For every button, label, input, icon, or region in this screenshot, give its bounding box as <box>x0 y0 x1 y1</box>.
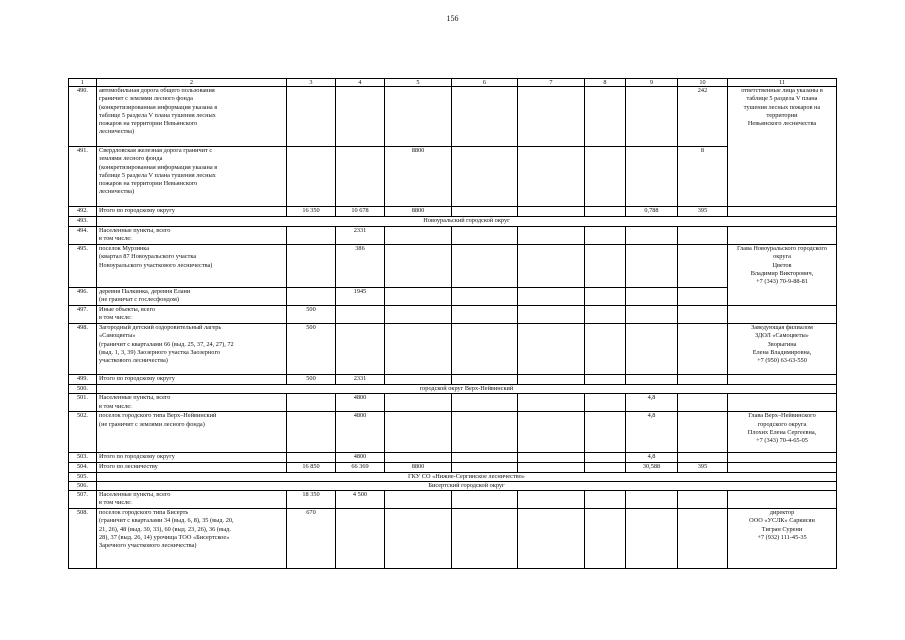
row-description: поселок городского типа Бисерть (граничит с кварталами 34 (выд. 6, 8), 35 (выд. 20, 21, 26), 48 (выд. 30, 33), 60 (выд. 23, 26), 36 (выд. 28), 37 (выд. 26, 14) урочища ТОО «Бисертское» Заречного участкового лесничества) <box>97 509 287 569</box>
cell-col5: 8800 <box>385 463 452 472</box>
cell <box>452 463 518 472</box>
cell <box>518 412 585 453</box>
row-number: 499. <box>69 375 97 385</box>
cell <box>452 509 518 569</box>
cell-col3: 500 <box>287 375 336 385</box>
cell <box>585 324 626 375</box>
cell <box>626 306 678 324</box>
row-description: Итого по городскому округу <box>97 453 287 463</box>
row-number: 491. <box>69 147 97 207</box>
cell-col9: 4,8 <box>626 394 678 412</box>
row-number: 497. <box>69 306 97 324</box>
col-header: 1 <box>69 79 97 87</box>
row-number: 508. <box>69 509 97 569</box>
cell-col10: 242 <box>678 87 728 147</box>
row-number: 500. <box>69 385 97 394</box>
row-number: 494. <box>69 227 97 245</box>
cell <box>336 509 385 569</box>
cell-col4: 66 369 <box>336 463 385 472</box>
cell <box>452 245 518 288</box>
cell <box>678 412 728 453</box>
cell <box>287 453 336 463</box>
cell <box>678 306 728 324</box>
col-header: 7 <box>518 79 585 87</box>
row-number: 493. <box>69 217 97 227</box>
cell <box>626 375 678 385</box>
row-number: 490. <box>69 87 97 147</box>
cell-col9: 4,8 <box>626 412 678 453</box>
table-row <box>69 306 837 324</box>
section-title: Бисертский городской округ <box>97 481 837 490</box>
row-number: 502. <box>69 412 97 453</box>
cell <box>678 375 728 385</box>
row-number: 507. <box>69 491 97 509</box>
cell <box>287 394 336 412</box>
cell <box>385 491 452 509</box>
cell <box>518 491 585 509</box>
cell <box>518 207 585 217</box>
cell-col4: 2331 <box>336 375 385 385</box>
section-row <box>69 472 837 481</box>
cell <box>336 324 385 375</box>
cell <box>518 453 585 463</box>
cell <box>385 245 452 288</box>
col-header: 5 <box>385 79 452 87</box>
table-row <box>69 463 837 472</box>
responsible-person: Заведующая филиалом ЗДОЛ «Самоцветы» Зворыгина Елена Владимировна, +7 (950) 63-63-550 <box>728 324 837 375</box>
cell <box>452 491 518 509</box>
cell-col4: 4800 <box>336 394 385 412</box>
cell <box>385 227 452 245</box>
table-row <box>69 87 837 147</box>
cell-col9: 30,588 <box>626 463 678 472</box>
cell <box>728 306 837 324</box>
table-row <box>69 288 837 306</box>
cell <box>626 509 678 569</box>
col-header: 2 <box>97 79 287 87</box>
row-number: 504. <box>69 463 97 472</box>
row-description: автомобильная дорога общего пользования граничит с землями лесного фонда (конкретизированная информация указана в таблице 5 раздела V плана тушения лесных пожаров на территории Невьянского лесничества) <box>97 87 287 147</box>
col-header: 8 <box>585 79 626 87</box>
cell <box>385 324 452 375</box>
cell <box>518 306 585 324</box>
cell <box>728 394 837 412</box>
row-number: 492. <box>69 207 97 217</box>
row-description: Иные объекты, всего в том числе: <box>97 306 287 324</box>
cell <box>518 288 585 306</box>
cell <box>728 491 837 509</box>
cell <box>585 453 626 463</box>
cell <box>678 245 728 288</box>
cell <box>678 491 728 509</box>
responsible-person: ответственные лица указаны в таблице 5 раздела V плана тушения лесных пожаров на территории Невьянского лесничества <box>728 87 837 207</box>
cell <box>452 375 518 385</box>
cell-col4: 10 678 <box>336 207 385 217</box>
section-title: ГКУ СО «Нижне-Сергинское лесничество» <box>97 472 837 481</box>
section-title: Новоуральский городской округ <box>97 217 837 227</box>
cell <box>385 453 452 463</box>
row-number: 506. <box>69 481 97 490</box>
cell <box>678 288 728 306</box>
cell-col3: 500 <box>287 324 336 375</box>
section-row <box>69 385 837 394</box>
row-description: Населенные пункты, всего в том числе: <box>97 491 287 509</box>
row-number: 505. <box>69 472 97 481</box>
cell <box>585 207 626 217</box>
row-number: 503. <box>69 453 97 463</box>
cell <box>585 394 626 412</box>
row-description: Итого по городскому округу <box>97 375 287 385</box>
cell <box>626 288 678 306</box>
cell <box>385 375 452 385</box>
cell-col3: 18 350 <box>287 491 336 509</box>
cell <box>585 491 626 509</box>
row-description: Загородный детский оздоровительный лагерь «Самоцветы» (граничит с кварталами 66 (выд. 25, 37, 24, 27), 72 (выд. 1, 3, 39) Заозерного участка Заозерного участкового лесничества) <box>97 324 287 375</box>
cell-col10: 8 <box>678 147 728 207</box>
header-row <box>69 79 837 87</box>
cell <box>518 245 585 288</box>
cell-col4: 386 <box>336 245 385 288</box>
table-row <box>69 453 837 463</box>
cell-col4: 1945 <box>336 288 385 306</box>
cell <box>452 306 518 324</box>
table-row <box>69 491 837 509</box>
col-header: 11 <box>728 79 837 87</box>
cell <box>385 288 452 306</box>
cell <box>585 509 626 569</box>
row-number: 498. <box>69 324 97 375</box>
table-row <box>69 227 837 245</box>
cell <box>678 509 728 569</box>
row-number: 496. <box>69 288 97 306</box>
cell-col9: 4,8 <box>626 453 678 463</box>
table-row <box>69 412 837 453</box>
row-description: Свердловская железная дорога граничит с землями лесного фонда (конкретизированная информация указана в таблице 5 раздела V плана тушения лесных пожаров на территории Невьянского лесничества) <box>97 147 287 207</box>
row-description: Населенные пункты, всего в том числе: <box>97 394 287 412</box>
cell <box>385 509 452 569</box>
cell-col9: 0,788 <box>626 207 678 217</box>
cell <box>518 375 585 385</box>
cell <box>452 288 518 306</box>
cell <box>287 227 336 245</box>
cell <box>452 207 518 217</box>
cell-col4: 4 500 <box>336 491 385 509</box>
cell <box>336 306 385 324</box>
cell-col10: 395 <box>678 207 728 217</box>
cell <box>287 245 336 288</box>
cell <box>678 324 728 375</box>
cell <box>678 227 728 245</box>
cell <box>287 288 336 306</box>
table-row <box>69 375 837 385</box>
cell <box>452 394 518 412</box>
section-row <box>69 217 837 227</box>
cell <box>728 207 837 217</box>
cell <box>385 87 452 147</box>
cell <box>287 147 336 207</box>
cell-col4: 4800 <box>336 412 385 453</box>
cell-col3: 16 850 <box>287 463 336 472</box>
page-number: 156 <box>446 14 459 23</box>
row-description: Итого по городскому округу <box>97 207 287 217</box>
cell <box>678 453 728 463</box>
cell <box>336 87 385 147</box>
cell <box>626 324 678 375</box>
cell <box>385 394 452 412</box>
cell <box>585 375 626 385</box>
table-row <box>69 394 837 412</box>
col-header: 9 <box>626 79 678 87</box>
section-title: городской округ Верх-Нейвинский <box>97 385 837 394</box>
cell <box>728 375 837 385</box>
cell-col4: 2331 <box>336 227 385 245</box>
cell <box>585 412 626 453</box>
cell <box>728 227 837 245</box>
cell-col10: 395 <box>678 463 728 472</box>
cell <box>452 412 518 453</box>
responsible-person: Глава Верх–Нейвинского городского округа Плохих Елена Сергеевна, +7 (343) 70-4-65-05 <box>728 412 837 453</box>
cell <box>452 147 518 207</box>
fire-plan-table <box>68 78 837 569</box>
cell <box>518 87 585 147</box>
col-header: 4 <box>336 79 385 87</box>
responsible-person: Глава Новоуральского городского округа Цветов Владимир Викторович, +7 (343) 70-9-88-81 <box>728 245 837 306</box>
table-row <box>69 245 837 288</box>
cell <box>585 147 626 207</box>
cell <box>518 147 585 207</box>
cell <box>518 509 585 569</box>
cell <box>626 491 678 509</box>
cell <box>385 412 452 453</box>
cell <box>585 245 626 288</box>
section-row <box>69 481 837 490</box>
cell <box>452 87 518 147</box>
row-description: поселок городского типа Верх–Нейвинский (не граничит с землями лесного фонда) <box>97 412 287 453</box>
cell-col3: 500 <box>287 306 336 324</box>
cell <box>385 306 452 324</box>
cell <box>452 453 518 463</box>
row-number: 495. <box>69 245 97 288</box>
cell <box>626 87 678 147</box>
cell <box>678 394 728 412</box>
cell-col4: 4800 <box>336 453 385 463</box>
col-header: 3 <box>287 79 336 87</box>
table-row <box>69 207 837 217</box>
responsible-person: директор ООО «УСЛК» Саркисян Тигран Сурени +7 (932) 111-45-35 <box>728 509 837 569</box>
cell <box>585 227 626 245</box>
cell <box>287 87 336 147</box>
cell <box>518 227 585 245</box>
cell <box>518 463 585 472</box>
cell <box>626 227 678 245</box>
cell <box>452 227 518 245</box>
cell <box>585 87 626 147</box>
cell <box>585 288 626 306</box>
row-description: Населенные пункты, всего в том числе: <box>97 227 287 245</box>
col-header: 6 <box>452 79 518 87</box>
col-header: 10 <box>678 79 728 87</box>
cell <box>585 306 626 324</box>
table-row <box>69 509 837 569</box>
cell-col5: 8800 <box>385 207 452 217</box>
cell <box>452 324 518 375</box>
row-description: деревня Палкинка, деревня Елани (не граничат с гослесфондом) <box>97 288 287 306</box>
cell <box>336 147 385 207</box>
cell <box>626 147 678 207</box>
cell <box>626 245 678 288</box>
row-description: поселок Мурзинка (квартал 87 Новоуральского участка Новоуральского участкового лесничества) <box>97 245 287 288</box>
row-number: 501. <box>69 394 97 412</box>
cell-col3: 670 <box>287 509 336 569</box>
cell <box>518 394 585 412</box>
table-row <box>69 147 837 207</box>
cell-col3: 16 350 <box>287 207 336 217</box>
row-description: Итого по лесничеству <box>97 463 287 472</box>
cell <box>518 324 585 375</box>
cell <box>728 453 837 463</box>
cell <box>287 412 336 453</box>
cell <box>728 463 837 472</box>
cell-col5: 8800 <box>385 147 452 207</box>
table-row <box>69 324 837 375</box>
cell <box>585 463 626 472</box>
